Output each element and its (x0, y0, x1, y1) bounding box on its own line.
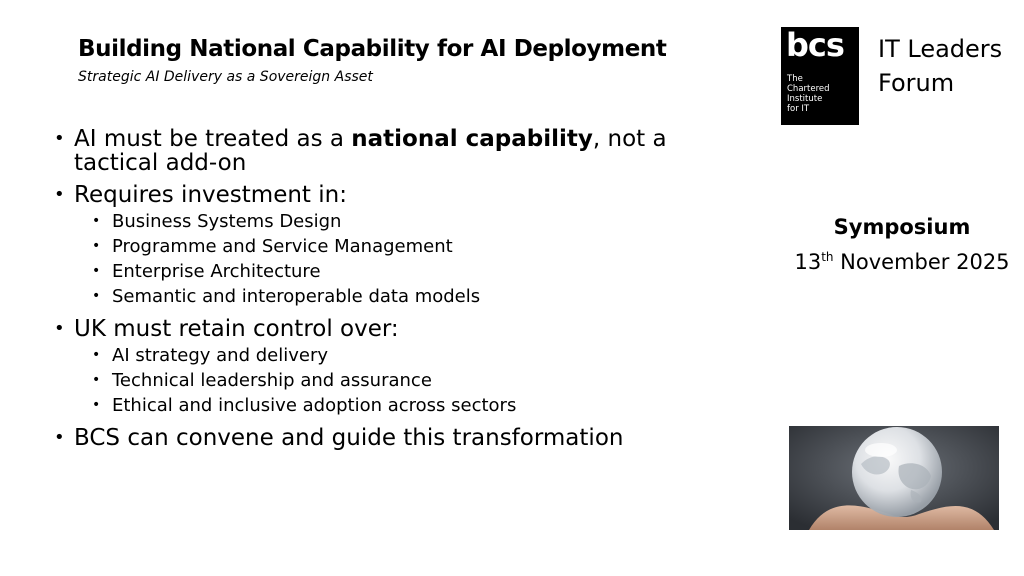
logo-line: Chartered (787, 84, 830, 94)
slide-subtitle: Strategic AI Delivery as a Sovereign Asset (78, 69, 373, 85)
event-month-year: November 2025 (833, 250, 1010, 274)
logo-line: for IT (787, 104, 810, 114)
bullet-text: UK must retain control over: (74, 316, 399, 342)
globe-photo (789, 426, 999, 530)
sub-bullet-item: • Business Systems Design (92, 209, 694, 234)
sub-bullet-item: • AI strategy and delivery (92, 343, 694, 368)
sub-bullet-list (74, 343, 694, 418)
event-day-suffix: th (821, 250, 834, 264)
sub-bullet-item: • Enterprise Architecture (92, 259, 694, 284)
event-title: Symposium (833, 215, 971, 239)
bullet-item (54, 127, 694, 175)
sub-bullet-list (74, 209, 694, 309)
sub-bullet-item: • Programme and Service Management (92, 234, 694, 259)
sub-bullet-item: • Technical leadership and assurance (92, 368, 694, 393)
bullet-item (54, 317, 694, 418)
sub-bullet-item: • Semantic and interoperable data models (92, 284, 694, 309)
forum-line: Forum (878, 69, 955, 97)
bullet-text: AI must be treated as a (74, 126, 352, 152)
logo-wordmark: bcs (786, 26, 844, 64)
bcs-logo (781, 27, 859, 125)
event-info (790, 212, 1014, 277)
logo-line: Institute (787, 94, 823, 104)
forum-name (878, 32, 1002, 100)
bullet-text: , not a tactical add-on (74, 126, 667, 176)
forum-line: IT Leaders (878, 35, 1003, 63)
slide-title: Building National Capability for AI Deployment (78, 36, 667, 62)
bullet-item (54, 183, 694, 309)
bullet-list (54, 127, 694, 458)
bullet-emphasis: national capability (351, 126, 593, 152)
sub-bullet-item: • Ethical and inclusive adoption across sectors (92, 393, 694, 418)
logo-line: The (787, 74, 803, 84)
event-day: 13 (794, 250, 822, 274)
glass-globe-in-hands-icon (789, 426, 999, 530)
bullet-item (54, 426, 694, 450)
bullet-text: Requires investment in: (74, 182, 347, 208)
event-date (790, 242, 1014, 277)
logo-tagline (787, 74, 857, 114)
bullet-text: BCS can convene and guide this transformation (74, 425, 624, 451)
